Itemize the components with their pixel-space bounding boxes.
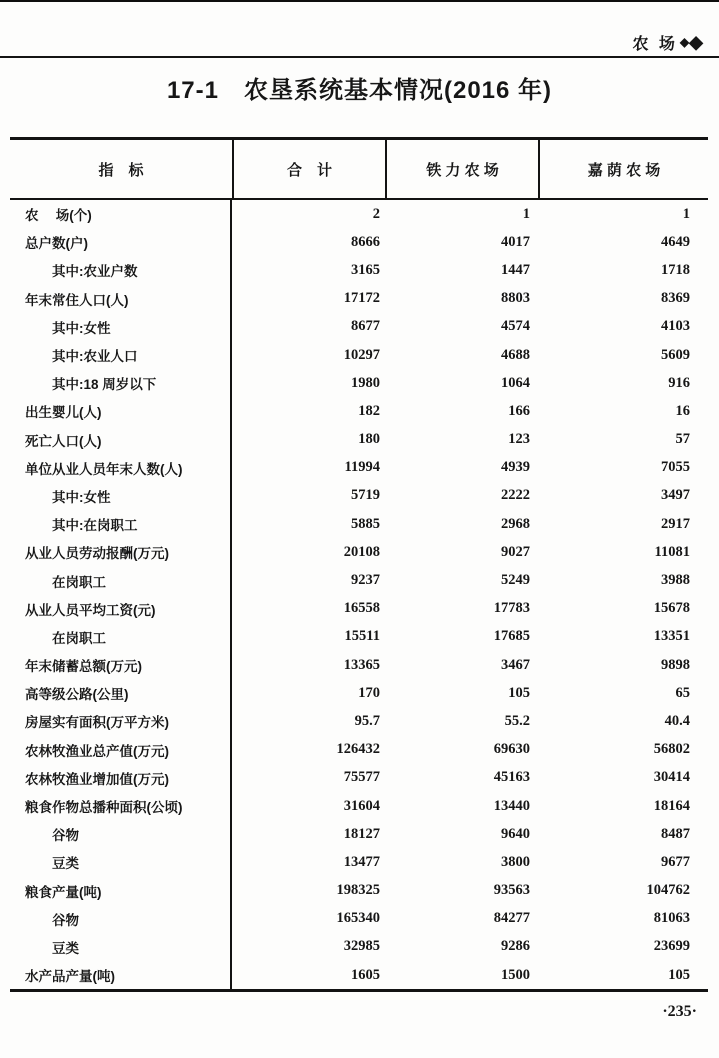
row-value: 182	[358, 402, 380, 419]
table-row	[10, 877, 708, 905]
row-value: 8487	[661, 825, 690, 842]
row-value: 81063	[653, 910, 690, 927]
row-value: 32985	[343, 938, 380, 955]
table-row	[10, 256, 708, 284]
row-value: 166	[508, 402, 530, 419]
row-label: 农林牧渔业总产值(万元)	[10, 736, 232, 764]
table-row	[10, 341, 708, 369]
row-value: 84277	[493, 910, 530, 927]
row-value: 4103	[661, 318, 690, 335]
diamond-icon: ◆	[679, 35, 690, 49]
row-label: 谷物	[10, 905, 232, 933]
row-label: 谷物	[10, 820, 232, 848]
table-row	[10, 454, 708, 482]
row-value: 1	[522, 205, 530, 222]
row-value: 4574	[501, 318, 530, 335]
data-table	[10, 137, 708, 992]
row-value: 4017	[501, 233, 530, 250]
row-value: 10297	[343, 346, 380, 363]
row-value: 11081	[654, 543, 690, 560]
row-value: 17685	[493, 628, 530, 645]
row-value: 123	[508, 431, 530, 448]
row-label: 农林牧渔业增加值(万元)	[10, 764, 232, 792]
row-value: 9237	[351, 572, 380, 589]
row-value: 198325	[336, 882, 380, 899]
row-value: 11994	[344, 459, 380, 476]
table-row	[10, 566, 708, 594]
row-value: 15678	[653, 600, 690, 617]
table-row	[10, 679, 708, 707]
table-row	[10, 538, 708, 566]
row-value: 126432	[336, 741, 380, 758]
row-value: 40.4	[664, 712, 690, 729]
row-label: 从业人员劳动报酬(万元)	[10, 538, 232, 566]
row-label: 年末常住人口(人)	[10, 285, 232, 313]
row-value: 5885	[351, 515, 380, 532]
table-row	[10, 764, 708, 792]
row-value: 9677	[661, 853, 690, 870]
row-value: 3988	[661, 572, 690, 589]
table-row	[10, 200, 708, 228]
row-value: 30414	[653, 769, 690, 786]
row-label: 出生婴儿(人)	[10, 397, 232, 425]
row-value: 18127	[343, 825, 380, 842]
row-label: 单位从业人员年末人数(人)	[10, 454, 232, 482]
table-row	[10, 961, 708, 989]
table-row	[10, 933, 708, 961]
table-row	[10, 820, 708, 848]
row-label: 死亡人口(人)	[10, 426, 232, 454]
row-label: 从业人员平均工资(元)	[10, 595, 232, 623]
table-row	[10, 285, 708, 313]
row-value: 16558	[343, 600, 380, 617]
row-value: 1064	[501, 374, 530, 391]
row-value: 170	[358, 684, 380, 701]
row-value: 31604	[343, 797, 380, 814]
row-value: 13440	[493, 797, 530, 814]
row-value: 69630	[493, 741, 530, 758]
page-top-edge-line	[0, 0, 719, 2]
row-label: 豆类	[10, 848, 232, 876]
row-value: 8666	[351, 233, 380, 250]
table-row	[10, 623, 708, 651]
column-header-jiayin-farm: 嘉 荫 农 场	[538, 140, 708, 198]
row-value: 17783	[493, 600, 530, 617]
row-value: 17172	[343, 290, 380, 307]
table-row	[10, 707, 708, 735]
row-label: 其中:农业户数	[10, 256, 232, 284]
row-value: 916	[668, 374, 690, 391]
row-value: 95.7	[354, 712, 380, 729]
row-label: 粮食作物总播种面积(公顷)	[10, 792, 232, 820]
row-value: 5719	[351, 487, 380, 504]
row-label: 粮食产量(吨)	[10, 877, 232, 905]
row-value: 65	[675, 684, 690, 701]
row-value: 105	[668, 966, 690, 983]
row-value: 13351	[653, 628, 690, 645]
row-value: 9640	[501, 825, 530, 842]
row-value: 93563	[493, 882, 530, 899]
row-value: 23699	[653, 938, 690, 955]
row-value: 180	[358, 431, 380, 448]
running-head	[632, 30, 703, 54]
row-value: 4649	[661, 233, 690, 250]
row-value: 57	[675, 431, 690, 448]
header-divider	[0, 56, 719, 58]
row-value: 2917	[661, 515, 690, 532]
row-label: 总户数(户)	[10, 228, 232, 256]
row-value: 1605	[351, 966, 380, 983]
row-value: 4688	[501, 346, 530, 363]
row-value: 7055	[661, 459, 690, 476]
row-value: 3800	[501, 853, 530, 870]
row-value: 2968	[501, 515, 530, 532]
row-value: 104762	[646, 882, 690, 899]
row-value: 9898	[661, 656, 690, 673]
row-value: 3497	[661, 487, 690, 504]
row-label: 其中:女性	[10, 313, 232, 341]
row-value: 13477	[343, 853, 380, 870]
row-label: 其中:在岗职工	[10, 510, 232, 538]
row-value: 3467	[501, 656, 530, 673]
table-row	[10, 397, 708, 425]
row-value: 4939	[501, 459, 530, 476]
table-row	[10, 228, 708, 256]
diamond-icon: ◆	[689, 32, 703, 52]
row-label: 年末储蓄总额(万元)	[10, 651, 232, 679]
row-value: 9286	[501, 938, 530, 955]
row-value: 9027	[501, 543, 530, 560]
page-title: 17-1 农垦系统基本情况(2016 年)	[166, 77, 553, 104]
table-row	[10, 905, 708, 933]
row-label: 高等级公路(公里)	[10, 679, 232, 707]
table-row	[10, 510, 708, 538]
row-value: 1500	[501, 966, 530, 983]
table-row	[10, 736, 708, 764]
table-body	[10, 200, 708, 992]
column-header-total: 合 计	[232, 140, 385, 198]
row-value: 18164	[653, 797, 690, 814]
table-row	[10, 369, 708, 397]
row-label: 其中:女性	[10, 482, 232, 510]
row-value: 13365	[343, 656, 380, 673]
row-value: 8369	[661, 290, 690, 307]
row-value: 8677	[351, 318, 380, 335]
table-row	[10, 848, 708, 876]
row-label: 其中:农业人口	[10, 341, 232, 369]
row-label: 豆类	[10, 933, 232, 961]
row-value: 16	[675, 402, 690, 419]
table-row	[10, 482, 708, 510]
row-label: 房屋实有面积(万平方米)	[10, 707, 232, 735]
row-value: 3165	[351, 261, 380, 278]
row-value: 5249	[501, 572, 530, 589]
table-row	[10, 595, 708, 623]
row-value: 55.2	[504, 712, 530, 729]
row-value: 45163	[493, 769, 530, 786]
row-value: 1980	[351, 374, 380, 391]
row-label: 水产品产量(吨)	[10, 961, 232, 989]
row-value: 56802	[653, 741, 690, 758]
running-head-label: 农 场	[632, 35, 678, 53]
column-header-tieli-farm: 铁 力 农 场	[385, 140, 538, 198]
row-label: 农 场(个)	[10, 200, 232, 228]
row-value: 105	[508, 684, 530, 701]
page-number: ·235·	[662, 1003, 697, 1020]
column-header-indicator: 指 标	[98, 161, 144, 179]
table-row	[10, 651, 708, 679]
row-value: 1	[682, 205, 690, 222]
row-value: 5609	[661, 346, 690, 363]
row-label: 在岗职工	[10, 566, 232, 594]
row-value: 15511	[344, 628, 380, 645]
row-value: 165340	[336, 910, 380, 927]
table-row	[10, 426, 708, 454]
table-header-row	[10, 137, 708, 200]
row-value: 2222	[501, 487, 530, 504]
table-row	[10, 313, 708, 341]
row-value: 20108	[343, 543, 380, 560]
row-value: 75577	[343, 769, 380, 786]
row-value: 1447	[501, 261, 530, 278]
row-value: 1718	[661, 261, 690, 278]
row-label: 在岗职工	[10, 623, 232, 651]
row-value: 8803	[501, 290, 530, 307]
table-row	[10, 792, 708, 820]
row-value: 2	[372, 205, 380, 222]
row-label: 其中:18 周岁以下	[10, 369, 232, 397]
